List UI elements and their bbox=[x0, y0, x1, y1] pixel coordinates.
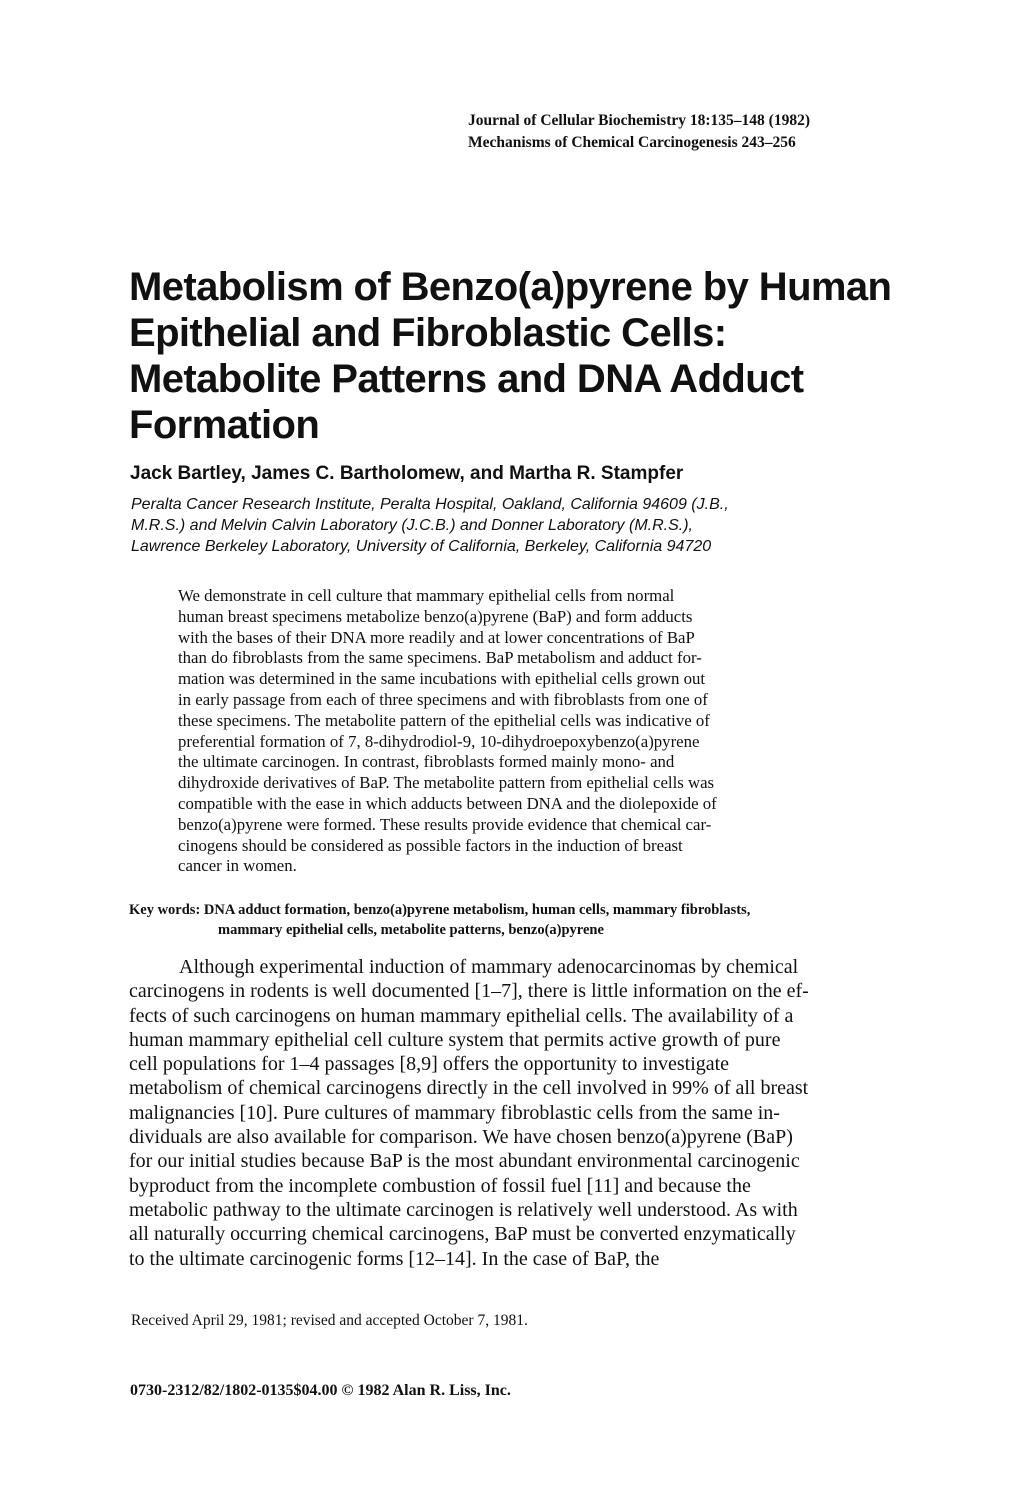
title-line: Formation bbox=[129, 403, 320, 447]
author-list: Jack Bartley, James C. Bartholomew, and Martha R. Stampfer bbox=[130, 463, 684, 484]
article-title bbox=[129, 264, 892, 448]
abstract-line: cinogens should be considered as possible factors in the induction of breast bbox=[178, 835, 683, 855]
journal-header bbox=[468, 110, 810, 154]
affiliation-line: Lawrence Berkeley Laboratory, University of California, Berkeley, California 94720 bbox=[131, 538, 712, 555]
journal-citation: Journal of Cellular Biochemistry 18:135–148 (1982) bbox=[468, 112, 810, 129]
abstract-line: than do fibroblasts from the same specimens. BaP metabolism and adduct for- bbox=[178, 648, 702, 668]
keywords bbox=[129, 900, 909, 940]
title-line: Epithelial and Fibroblastic Cells: bbox=[129, 311, 727, 355]
abstract-line: with the bases of their DNA more readily and at lower concentrations of BaP bbox=[178, 627, 695, 647]
abstract-line: mation was determined in the same incubations with epithelial cells grown out bbox=[178, 669, 706, 689]
body-line: to the ultimate carcinogenic forms [12–14]. In the case of BaP, the bbox=[129, 1247, 660, 1270]
body-line: malignancies [10]. Pure cultures of mammary fibroblastic cells from the same in- bbox=[129, 1101, 780, 1124]
title-line: Metabolism of Benzo(a)pyrene by Human bbox=[129, 265, 892, 309]
body-line: all naturally occurring chemical carcinogens, BaP must be converted enzymatically bbox=[129, 1223, 796, 1246]
abstract-line: cancer in women. bbox=[178, 856, 297, 876]
abstract-line: benzo(a)pyrene were formed. These results provide evidence that chemical car- bbox=[178, 814, 712, 834]
body-paragraph bbox=[129, 955, 889, 1271]
body-line: byproduct from the incomplete combustion of fossil fuel [11] and because the bbox=[129, 1174, 751, 1197]
body-line: dividuals are also available for comparison. We have chosen benzo(a)pyrene (BaP) bbox=[129, 1126, 793, 1149]
body-line: for our initial studies because BaP is the most abundant environmental carcinogenic bbox=[129, 1150, 800, 1173]
body-line: Although experimental induction of mammary adenocarcinomas by chemical bbox=[179, 956, 799, 978]
body-line: metabolic pathway to the ultimate carcinogen is relatively well understood. As with bbox=[129, 1198, 798, 1221]
abstract-line: compatible with the ease in which adducts between DNA and the diolepoxide of bbox=[178, 793, 717, 813]
series-citation: Mechanisms of Chemical Carcinogenesis 243–256 bbox=[468, 134, 796, 151]
abstract-line: dihydroxide derivatives of BaP. The metabolite pattern from epithelial cells was bbox=[178, 773, 715, 793]
abstract-line: these specimens. The metabolite pattern of the epithelial cells was indicative of bbox=[178, 710, 710, 730]
body-line: human mammary epithelial cell culture system that permits active growth of pure bbox=[129, 1028, 781, 1051]
abstract bbox=[178, 586, 858, 877]
body-line: metabolism of chemical carcinogens directly in the cell involved in 99% of all breast bbox=[129, 1077, 809, 1100]
abstract-line: in early passage from each of three specimens and with fibroblasts from one of bbox=[178, 689, 708, 709]
received-note: Received April 29, 1981; revised and accepted October 7, 1981. bbox=[131, 1312, 528, 1329]
abstract-line: human breast specimens metabolize benzo(a)pyrene (BaP) and form adducts bbox=[178, 606, 693, 626]
copyright-line: 0730-2312/82/1802-0135$04.00 © 1982 Alan R. Liss, Inc. bbox=[130, 1382, 511, 1399]
abstract-line: the ultimate carcinogen. In contrast, fibroblasts formed mainly mono- and bbox=[178, 752, 675, 772]
title-line: Metabolite Patterns and DNA Adduct bbox=[129, 357, 804, 401]
body-line: cell populations for 1–4 passages [8,9] offers the opportunity to investigate bbox=[129, 1053, 730, 1076]
keywords-line: mammary epithelial cells, metabolite patterns, benzo(a)pyrene bbox=[218, 922, 604, 938]
affiliation-line: M.R.S.) and Melvin Calvin Laboratory (J.C.B.) and Donner Laboratory (M.R.S.), bbox=[131, 517, 693, 534]
keywords-line: Key words: DNA adduct formation, benzo(a)pyrene metabolism, human cells, mammary fibroblasts, bbox=[129, 902, 751, 918]
abstract-line: We demonstrate in cell culture that mammary epithelial cells from normal bbox=[178, 586, 675, 605]
affiliation-line: Peralta Cancer Research Institute, Peralta Hospital, Oakland, California 94609 (J.B., bbox=[131, 496, 729, 513]
affiliation bbox=[131, 494, 891, 557]
body-line: fects of such carcinogens on human mammary epithelial cells. The availability of a bbox=[129, 1004, 794, 1027]
abstract-line: preferential formation of 7, 8-dihydrodiol-9, 10-dihydroepoxybenzo(a)pyrene bbox=[178, 731, 700, 751]
body-line: carcinogens in rodents is well documented [1–7], there is little information on the ef- bbox=[129, 980, 809, 1003]
